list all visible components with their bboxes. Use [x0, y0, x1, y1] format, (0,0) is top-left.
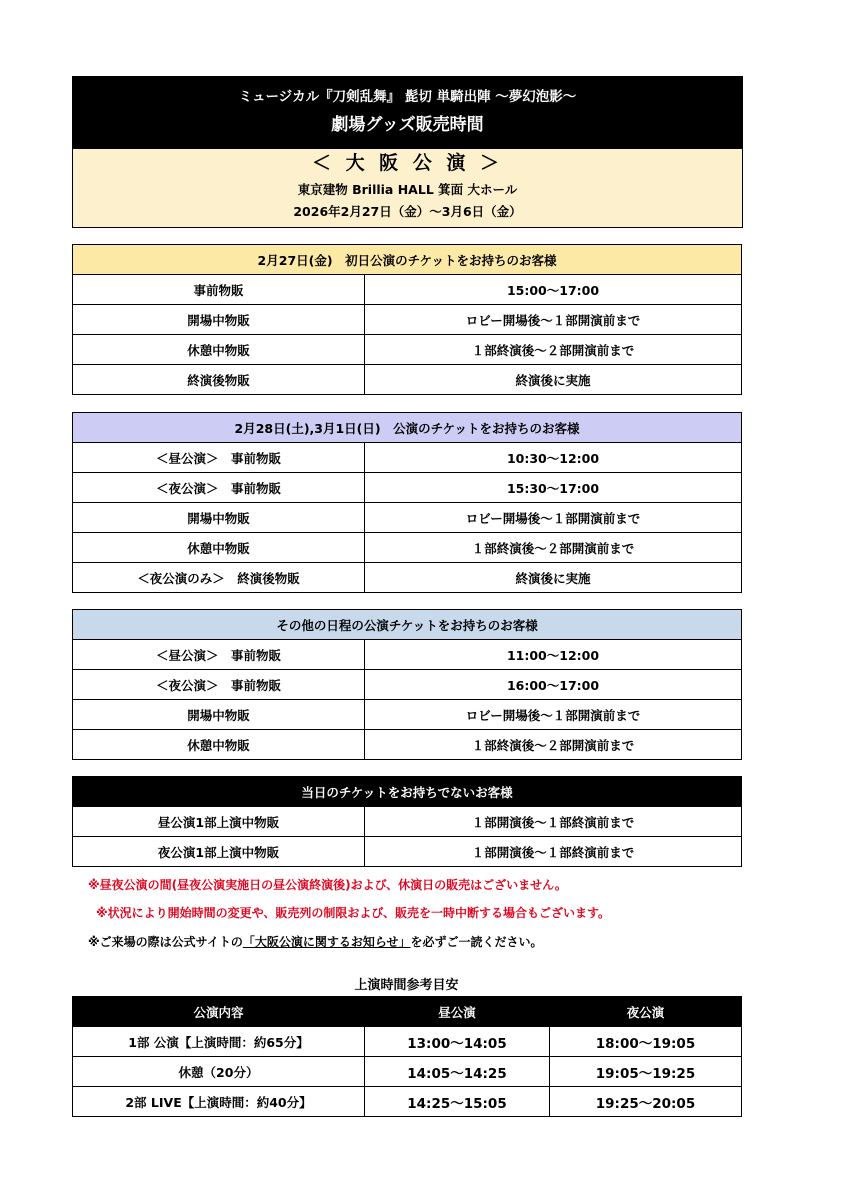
- title-block: [72, 76, 743, 228]
- date-range: 2026年2月27日（金）～3月6日（金）: [293, 204, 522, 219]
- schedule-table-weekend: [72, 412, 742, 593]
- table-header-row: [73, 245, 742, 275]
- table-row: [73, 807, 742, 837]
- schedule-table-no-ticket: [72, 776, 742, 867]
- note-text-pre: ※ご来場の際は公式サイトの: [88, 935, 243, 949]
- table-row: [73, 503, 742, 533]
- sale-time: １部終演後～２部開演前まで: [365, 730, 742, 760]
- sale-time: 11:00～12:00: [365, 640, 742, 670]
- sale-time: １部開演後～１部終演前まで: [365, 807, 742, 837]
- show-title: ミュージカル『刀剣乱舞』 髭切 単騎出陣 ～夢幻泡影～: [238, 89, 577, 105]
- sale-type: 休憩中物販: [73, 533, 365, 563]
- column-header: 昼公演: [365, 997, 550, 1027]
- program-item: 2部 LIVE【上演時間：約40分】: [73, 1087, 365, 1117]
- sale-type: ＜昼公演＞ 事前物販: [73, 640, 365, 670]
- program-item: 休憩（20分）: [73, 1057, 365, 1087]
- note-text-post: を必ずご一読ください。: [410, 935, 543, 949]
- note-no-sales: ※昼夜公演の間(昼夜公演実施日の昼公演終演後)および、休演日の販売はございません。: [88, 878, 567, 892]
- sale-time: 終演後に実施: [365, 563, 742, 593]
- sale-type: 開場中物販: [73, 700, 365, 730]
- table-row: [73, 1057, 742, 1087]
- sale-type: 休憩中物販: [73, 730, 365, 760]
- sale-time: 15:00～17:00: [365, 275, 742, 305]
- sale-time: ロビー開場後～１部開演前まで: [365, 503, 742, 533]
- sale-type: ＜昼公演＞ 事前物販: [73, 443, 365, 473]
- table-row: [73, 1087, 742, 1117]
- performance-label: ＜ 大 阪 公 演 ＞: [311, 152, 504, 174]
- sale-time: ロビー開場後～１部開演前まで: [365, 305, 742, 335]
- column-header: 夜公演: [550, 997, 742, 1027]
- table-row: [73, 443, 742, 473]
- table-row: [73, 275, 742, 305]
- section-heading: 当日のチケットをお持ちでないお客様: [73, 777, 742, 807]
- table-row: [73, 640, 742, 670]
- table-header-row: [73, 610, 742, 640]
- venue-name: 東京建物 Brillia HALL 箕面 大ホール: [297, 182, 518, 197]
- table-header-row: [73, 997, 742, 1027]
- sale-time: 10:30～12:00: [365, 443, 742, 473]
- section-heading: その他の日程の公演チケットをお持ちのお客様: [73, 610, 742, 640]
- sale-type: 夜公演1部上演中物販: [73, 837, 365, 867]
- sale-time: １部開演後～１部終演前まで: [365, 837, 742, 867]
- note-schedule-changes: ※状況により開始時間の変更や、販売列の制限および、販売を一時中断する場合もございます。: [96, 906, 610, 920]
- evening-time: 19:05～19:25: [550, 1057, 742, 1087]
- evening-time: 18:00～19:05: [550, 1027, 742, 1057]
- sale-type: ＜夜公演＞ 事前物販: [73, 670, 365, 700]
- sale-time: 16:00～17:00: [365, 670, 742, 700]
- table-row: [73, 837, 742, 867]
- sale-type: 終演後物販: [73, 365, 365, 395]
- program-item: 1部 公演【上演時間：約65分】: [73, 1027, 365, 1057]
- table-row: [73, 305, 742, 335]
- sale-time: １部終演後～２部開演前まで: [365, 335, 742, 365]
- table-row: [73, 1027, 742, 1057]
- sale-time: 15:30～17:00: [365, 473, 742, 503]
- runtime-reference-table: [72, 996, 742, 1117]
- sale-time: 終演後に実施: [365, 365, 742, 395]
- table-row: [73, 563, 742, 593]
- table-header-row: [73, 413, 742, 443]
- matinee-time: 14:25～15:05: [365, 1087, 550, 1117]
- sale-type: 開場中物販: [73, 305, 365, 335]
- matinee-time: 13:00～14:05: [365, 1027, 550, 1057]
- table-row: [73, 473, 742, 503]
- note-official-site: [88, 933, 543, 950]
- sale-time: １部終演後～２部開演前まで: [365, 533, 742, 563]
- sale-time: ロビー開場後～１部開演前まで: [365, 700, 742, 730]
- osaka-notice-link[interactable]: 「大阪公演に関するお知らせ」: [242, 935, 411, 949]
- schedule-table-opening-day: [72, 244, 742, 395]
- sale-type: 開場中物販: [73, 503, 365, 533]
- section-heading: 2月27日(金) 初日公演のチケットをお持ちのお客様: [73, 245, 742, 275]
- table-row: [73, 670, 742, 700]
- table-row: [73, 365, 742, 395]
- sale-type: 昼公演1部上演中物販: [73, 807, 365, 837]
- table-row: [73, 730, 742, 760]
- reference-title: 上演時間参考目安: [354, 978, 459, 993]
- schedule-table-other-days: [72, 609, 742, 760]
- table-row: [73, 700, 742, 730]
- sale-type: 休憩中物販: [73, 335, 365, 365]
- page-title: 劇場グッズ販売時間: [331, 115, 484, 135]
- title-banner: [73, 77, 742, 149]
- column-header: 公演内容: [73, 997, 365, 1027]
- table-header-row: [73, 777, 742, 807]
- matinee-time: 14:05～14:25: [365, 1057, 550, 1087]
- table-row: [73, 335, 742, 365]
- section-heading: 2月28日(土),3月1日(日) 公演のチケットをお持ちのお客様: [73, 413, 742, 443]
- evening-time: 19:25～20:05: [550, 1087, 742, 1117]
- table-row: [73, 533, 742, 563]
- sale-type: ＜夜公演のみ＞ 終演後物販: [73, 563, 365, 593]
- venue-banner: [73, 149, 742, 227]
- sale-type: 事前物販: [73, 275, 365, 305]
- sale-type: ＜夜公演＞ 事前物販: [73, 473, 365, 503]
